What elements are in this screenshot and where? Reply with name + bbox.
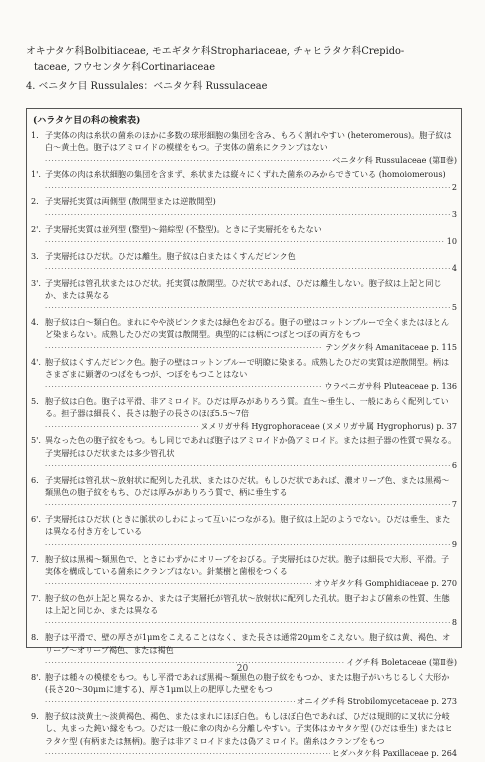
leader-dots bbox=[45, 421, 198, 433]
leader-dots bbox=[45, 499, 450, 511]
intro-line-2: taceae, フウセンタケ科Cortinariaceae bbox=[34, 62, 215, 73]
key-entry-text: 子実層托実質は並列型 (整型)〜錯綜型 (不整型)。ときに子実層托をもたない bbox=[45, 223, 322, 234]
key-entry-number: 5. bbox=[31, 395, 39, 406]
key-entry-text: 胞子は平滑で、壁の厚さが1μmをこえることはなく、また長さは通常20μmをこえない。胞子紋は黄、褐色、オリーブ〜オリーブ褐色、または褐色 bbox=[45, 632, 451, 655]
leader-dots bbox=[45, 460, 450, 472]
key-entry bbox=[31, 277, 457, 315]
key-entry-number: 7'. bbox=[31, 592, 41, 603]
key-entry bbox=[31, 316, 457, 354]
key-entry bbox=[31, 250, 457, 276]
key-entry bbox=[31, 474, 457, 512]
key-entry-target: テングタケ科 Amanitaceae p. 115 bbox=[325, 341, 457, 352]
key-entry bbox=[31, 356, 457, 394]
key-entry bbox=[31, 513, 457, 551]
key-entry-target: 10 bbox=[446, 235, 457, 246]
leader-dots bbox=[45, 381, 322, 393]
key-entry-text: 子実体の肉は糸状の菌糸のほかに多数の球形細胞の集団を含み、もろく割れやすい (heteromerous)。胞子紋は白〜黄土色。胞子はアミロイドの模様をもつ。子実体の菌糸にクランプはない bbox=[45, 130, 452, 153]
key-title: (ハラタケ目の科の検索表) bbox=[33, 116, 141, 126]
key-entry-target: 8 bbox=[451, 617, 457, 628]
key-entry-target: 3 bbox=[451, 208, 457, 219]
key-entry bbox=[31, 434, 457, 472]
key-entry-number: 4. bbox=[31, 317, 39, 328]
leader-dots bbox=[45, 302, 450, 314]
leader-dots bbox=[45, 209, 450, 221]
key-entry-number: 9. bbox=[31, 711, 39, 722]
leader-dots bbox=[45, 182, 450, 194]
key-entry-target: 9 bbox=[451, 538, 457, 549]
key-entry-number: 2. bbox=[31, 196, 39, 207]
key-entry bbox=[31, 592, 457, 630]
leader-dots bbox=[45, 617, 450, 629]
key-entry-number: 8. bbox=[31, 632, 39, 643]
key-entry bbox=[31, 710, 457, 760]
key-entry-text: 胞子は種々の模様をもつ。もし平滑であれば黒褐〜類黒色の胞子紋をもつか、または胞子がいちじるしく大形か (長さ20〜30μmに達する)、厚さ1μm以上の肥厚した壁をもつ bbox=[45, 671, 450, 694]
key-entry-text: 胞子紋の色が上記と異なるか、または子実層托が管孔状〜放射状に配列した孔状。胞子および菌糸の性質、生態は上記と同じか、または異なる bbox=[45, 592, 450, 616]
key-entry-number: 8'. bbox=[31, 671, 41, 682]
key-entry-text: 子実層托は管孔状またはひだ状。托実質は散開型。ひだ状であれば、ひだは離生しない。胞子紋は上記と同じか、または異なる bbox=[45, 277, 442, 301]
key-entry-target: ヌメリガサ科 Hygrophoraceae (ヌメリガサ属 Hygrophorus) p. 37 bbox=[200, 420, 457, 431]
key-entry-number: 1'. bbox=[31, 169, 41, 180]
key-entry bbox=[31, 395, 457, 433]
key-entry bbox=[31, 168, 457, 194]
key-entry-text: 子実層托実質は両側型 (散開型または逆散開型) bbox=[45, 196, 216, 207]
intro-text bbox=[26, 44, 466, 95]
leader-dots bbox=[45, 342, 323, 354]
key-entry-number: 4'. bbox=[31, 356, 41, 367]
key-entry-target: イグチ科 Boletaceae (第Ⅱ巻) bbox=[346, 656, 457, 667]
leader-dots bbox=[45, 539, 450, 551]
key-entry-target: ウラベニガサ科 Pluteaceae p. 136 bbox=[324, 381, 457, 392]
key-entry-number: 6'. bbox=[31, 514, 41, 525]
leader-dots bbox=[45, 748, 330, 760]
key-entry bbox=[31, 553, 457, 591]
section-heading: 4. ベニタケ目 Russulales：ベニタケ科 Russulaceae bbox=[26, 81, 268, 92]
key-entry-number: 3'. bbox=[31, 277, 41, 288]
key-entry bbox=[31, 671, 457, 709]
key-entry-text: 子実体の肉は糸状細胞の集団を含まず、糸状または縦々にくずれた菌糸のみからできている (homoiomerous) bbox=[45, 169, 446, 180]
key-entry-text: 胞子紋はくすんだピンク色。胞子の壁はコットンブルーで明瞭に染まる。成熟したひだの実質は逆散開型。柄はさまざまに顕著のつばをもつが、つぼをもつことはない bbox=[45, 356, 450, 379]
key-entry-text: 子実層托はひだ状 (ときに脈状のしわによって互いにつながる)。胞子紋は上記のようでない。ひだは垂生、または異なる付き方をしている bbox=[45, 514, 451, 537]
key-entry bbox=[31, 223, 457, 249]
intro-line-1: オキナタケ科Bolbitiaceae, モエギタケ科Strophariaceae, チャヒラタケ科Crepido- bbox=[26, 46, 405, 57]
key-entry-text: 子実層托は管孔状〜放射状に配列した孔状、またはひだ状。もしひだ状であれば、濃オリーブ色、または黒褐〜類黒色の胞子紋をもち、ひだは厚みがありろう質で、柄に垂生する bbox=[45, 474, 450, 498]
leader-dots bbox=[45, 263, 450, 275]
key-entry-text: 子実層托はひだ状。ひだは離生。胞子紋は白またはくすんだピンク色 bbox=[45, 250, 296, 261]
key-entry bbox=[31, 129, 457, 167]
page-number: 20 bbox=[236, 664, 249, 674]
key-entry-text: 胞子紋は黒褐〜類黒色で、ときにわずかにオリーブをおびる。子実層托はひだ状。胞子は細長で大形、平滑。子実体を構成している菌糸にクランプはない。針葉樹と菌根をつくる bbox=[45, 553, 450, 576]
key-entry-text: 胞子紋は白色。胞子は平滑、非アミロイド。ひだは厚みがありろう質。直生〜垂生し、一般にあらく配列している。担子器は細長く、長さは胞子の長さのほぼ5.5〜7倍 bbox=[45, 395, 449, 419]
key-entry-text: 異なった色の胞子紋をもつ。もし同じであれば胞子はアミロイドか偽アミロイド。または担子器の性質で異なる。子実層托はひだ状または多少管孔状 bbox=[45, 435, 457, 458]
key-entry-text: 胞子紋は白〜類白色。まれにやや淡ピンクまたは緑色をおびる。胞子の壁はコットンブルーで全くまたはほとんど染まらない。成熟したひだの実質は散開型。典型的には柄につばとつぼの両方をもつ bbox=[45, 317, 450, 340]
key-entry-target: 6 bbox=[451, 459, 457, 470]
key-entry-number: 5'. bbox=[31, 435, 41, 446]
key-entry-target: ヒダハタケ科 Paxillaceae p. 264 bbox=[331, 747, 457, 758]
key-entry-number: 1. bbox=[31, 130, 39, 140]
leader-dots bbox=[45, 236, 445, 248]
identification-key-box bbox=[26, 108, 462, 758]
key-entry-target: ベニタケ科 Russulaceae (第Ⅱ巻) bbox=[332, 154, 457, 165]
key-entry-number: 6. bbox=[31, 474, 39, 485]
key-entry-target: 2 bbox=[451, 181, 457, 192]
key-entry-target: 4 bbox=[451, 262, 457, 273]
leader-dots bbox=[45, 578, 312, 590]
key-entry-text: 胞子紋は淡黄土〜淡黄褐色、褐色、またはまれにほぼ白色。もしほぼ白色であれば、ひだは規則的に叉状に分岐し、丸まった鈍い縁をもつ。ひだは一般に傘の肉から分離しやすい。子実体はカヤタケ型 (ひだは垂生) またはヒラタケ型 (有柄または無柄)。胞子は非アミロイドまたは偽アミロイド。菌糸はクランプをもつ bbox=[45, 711, 453, 746]
key-entry-number: 2'. bbox=[31, 223, 41, 234]
key-entry-target: オウギタケ科 Gomphidiaceae p. 270 bbox=[314, 578, 457, 589]
key-entry-target: 5 bbox=[451, 302, 457, 313]
key-entry-number: 7. bbox=[31, 553, 39, 564]
key-entry-target: オニイグチ科 Strobilomycetaceae p. 273 bbox=[296, 696, 457, 707]
leader-dots bbox=[45, 696, 295, 708]
key-entry bbox=[31, 195, 457, 221]
key-entry-target: 7 bbox=[451, 499, 457, 510]
leader-dots bbox=[45, 155, 330, 167]
key-entry-number: 3. bbox=[31, 250, 39, 261]
